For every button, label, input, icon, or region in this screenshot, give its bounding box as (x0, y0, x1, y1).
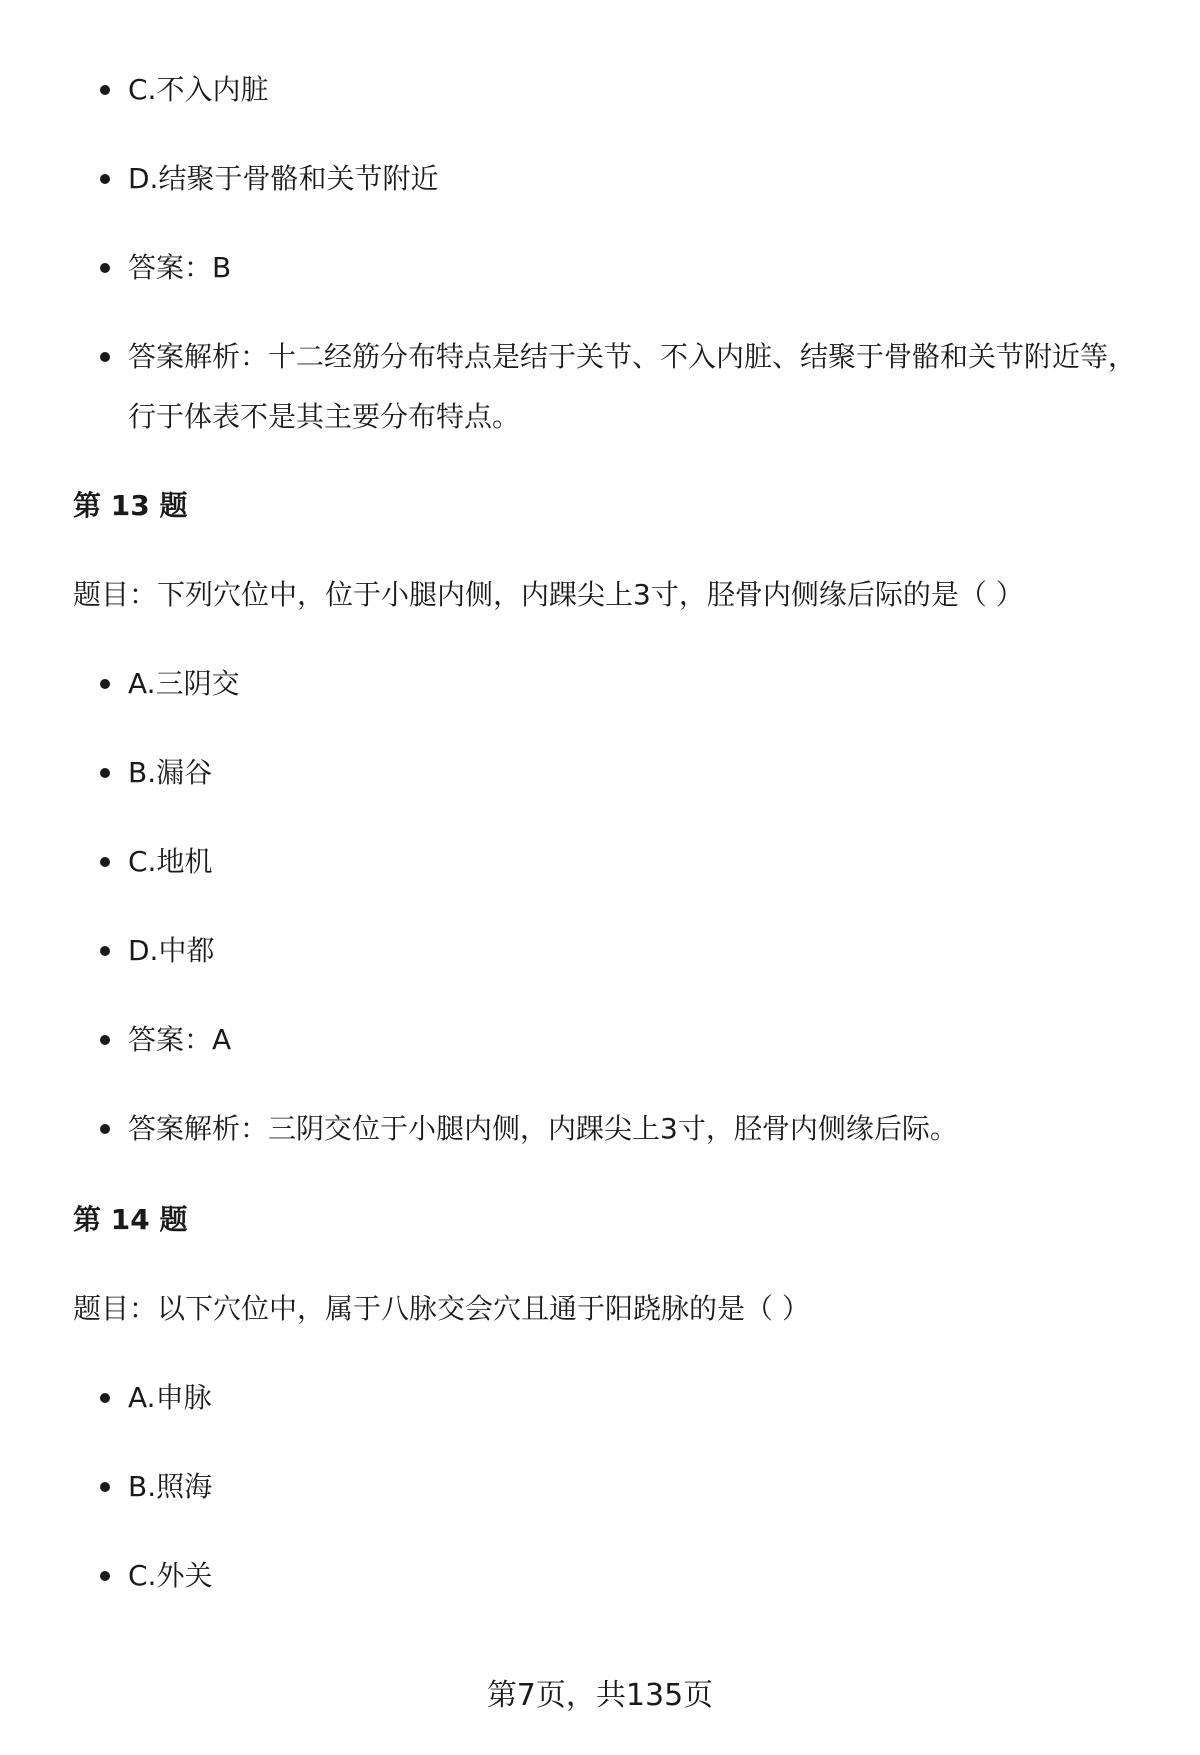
q14-option-b: B.照海 (128, 1457, 1148, 1517)
q13-option-c: C.地机 (128, 832, 1148, 892)
page-footer: 第7页，共135页 (486, 1678, 714, 1713)
q13-stem: 题目：下列穴位中，位于小腿内侧，内踝尖上3寸，胫骨内侧缘后际的是（ ） (73, 578, 1024, 611)
q12-answer: 答案：B (128, 238, 1148, 298)
q14-stem: 题目：以下穴位中，属于八脉交会穴且通于阳跷脉的是（ ） (73, 1292, 810, 1325)
q13-option-d: D.中都 (128, 921, 1148, 981)
q13-explanation: 答案解析：三阴交位于小腿内侧，内踝尖上3寸，胫骨内侧缘后际。 (128, 1099, 1148, 1159)
q14-option-c: C.外关 (128, 1546, 1148, 1606)
q14-option-a: A.申脉 (128, 1368, 1148, 1428)
q13-answer: 答案：A (128, 1010, 1148, 1070)
q12-option-d: D.结聚于骨骼和关节附近 (128, 149, 1148, 209)
q13-option-b: B.漏谷 (128, 743, 1148, 803)
q12-explanation: 答案解析：十二经筋分布特点是结于关节、不入内脏、结聚于骨骼和关节附近等，行于体表不是其主要分布特点。 (128, 327, 1148, 447)
q14-heading: 第 14 题 (73, 1203, 188, 1236)
q12-option-c: C.不入内脏 (128, 60, 1148, 120)
q13-heading: 第 13 题 (73, 489, 188, 522)
q13-option-a: A.三阴交 (128, 654, 1148, 714)
